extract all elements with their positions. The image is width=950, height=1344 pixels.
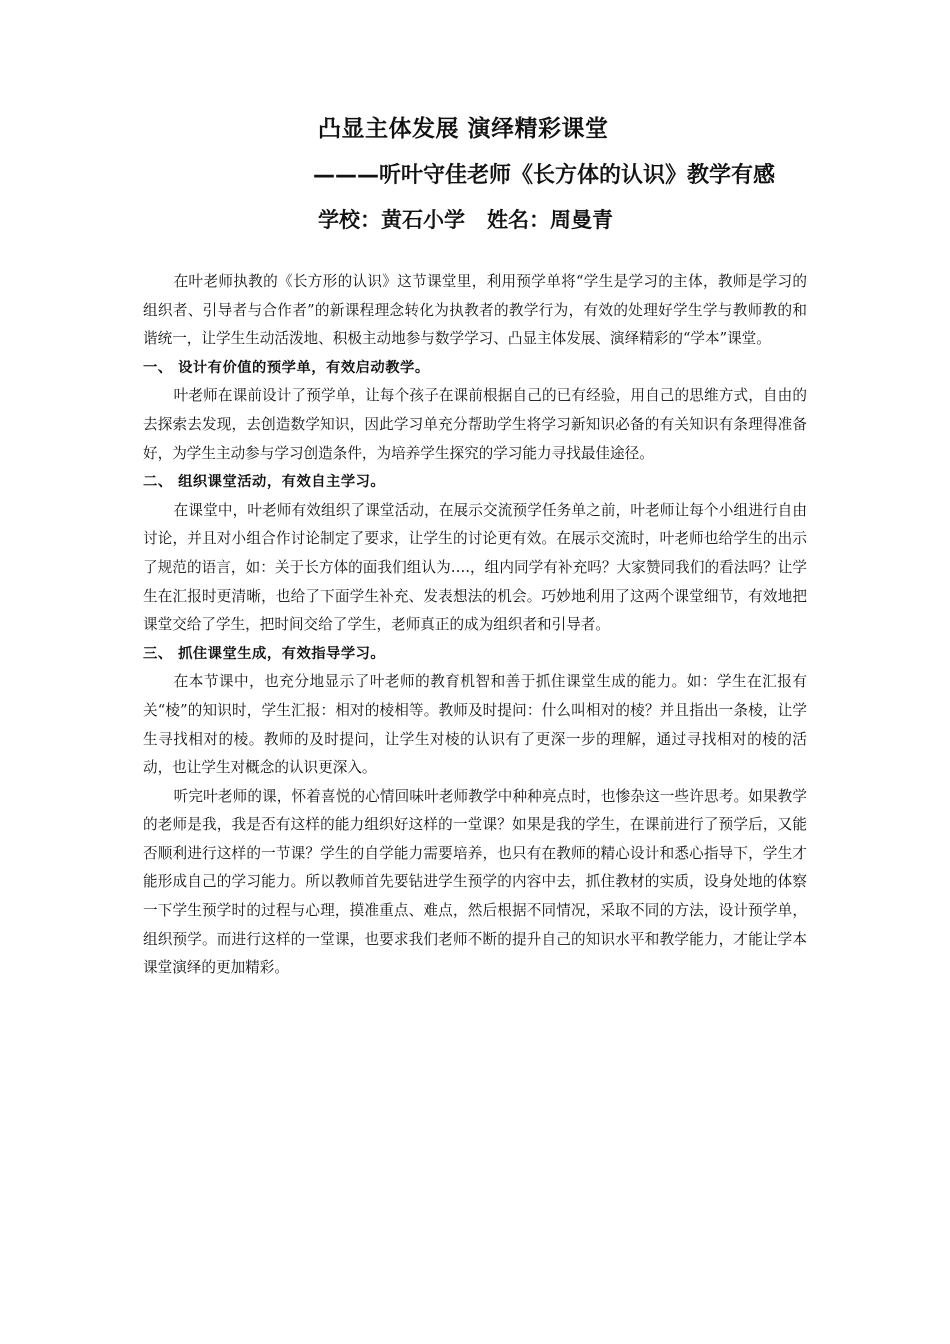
section-paragraph-2: 在课堂中，叶老师有效组织了课堂活动，在展示交流预学任务单之前，叶老师让每个小组进行自由讨论，并且对小组合作讨论制定了要求，让学生的讨论更有效。在展示交流时，叶老师也给学生的出示了规范的语言，如：关于长方体的面我们组认为….，组内同学有补充吗？大家赞同我们的看法吗？让学生在汇报时更清晰，也给了下面学生补充、发表想法的机会。巧妙地利用了这两个课堂细节，有效地把课堂交给了学生，把时间交给了学生，老师真正的成为组织者和引导者。 [143, 501, 807, 634]
author-byline [318, 204, 613, 236]
section-paragraph-1: 叶老师在课前设计了预学单，让每个孩子在课前根据自己的已有经验，用自己的思维方式，自由的去探索去发现，去创造数学知识，因此学习单充分帮助学生将学习新知识必备的有关知识有条理得准备好，为学生主动参与学习创造条件，为培养学生探究的学习能力寻找最佳途径。 [143, 387, 807, 462]
section-paragraph-3: 在本节课中，也充分地显示了叶老师的教育机智和善于抓住课堂生成的能力。如：学生在汇报有关“棱”的知识时，学生汇报：相对的棱相等。教师及时提问：什么叫相对的棱？并且指出一条棱，让学生寻找相对的棱。教师的及时提问，让学生对棱的认识有了更深一步的理解，通过寻找相对的棱的活动，也让学生对概念的认识更深入。 [143, 673, 807, 777]
document-body [143, 268, 807, 983]
section-heading-3: 三、 抓住课堂生成，有效指导学习。 [143, 645, 386, 662]
document-title: 凸显主体发展 演绎精彩课堂 [318, 116, 609, 142]
author-name: 姓名：周曼青 [487, 208, 613, 232]
document-subtitle: ———听叶守佳老师《长方体的认识》教学有感 [313, 163, 776, 188]
section-heading-2: 二、 组织课堂活动，有效自主学习。 [143, 474, 386, 491]
intro-paragraph: 在叶老师执教的《长方形的认识》这节课堂里，利用预学单将“学生是学习的主体，教师是学习的组织者、引导者与合作者”的新课程理念转化为执教者的教学行为，有效的处理好学生学与教师教的和谐统一，让学生生动活泼地、积极主动地参与数学学习、凸显主体发展、演绎精彩的“学本”课堂。 [143, 273, 807, 348]
section-heading-1: 一、 设计有价值的预学单，有效启动教学。 [143, 359, 430, 376]
conclusion-paragraph: 听完叶老师的课，怀着喜悦的心情回味叶老师教学中种种亮点时，也惨杂这一些许思考。如果教学的老师是我，我是否有这样的能力组织好这样的一堂课？如果是我的学生，在课前进行了预学后，又能否顺利进行这样的一节课？学生的自学能力需要培养，也只有在教师的精心设计和悉心指导下，学生才能形成自己的学习能力。所以教师首先要钻进学生预学的内容中去，抓住教材的实质，设身处地的体察一下学生预学时的过程与心理，摸准重点、难点，然后根据不同情况，采取不同的方法，设计预学单，组织预学。而进行这样的一堂课，也要求我们老师不断的提升自己的知识水平和教学能力，才能让学本课堂演绎的更加精彩。 [143, 787, 807, 977]
school-name: 学校：黄石小学 [318, 208, 465, 232]
